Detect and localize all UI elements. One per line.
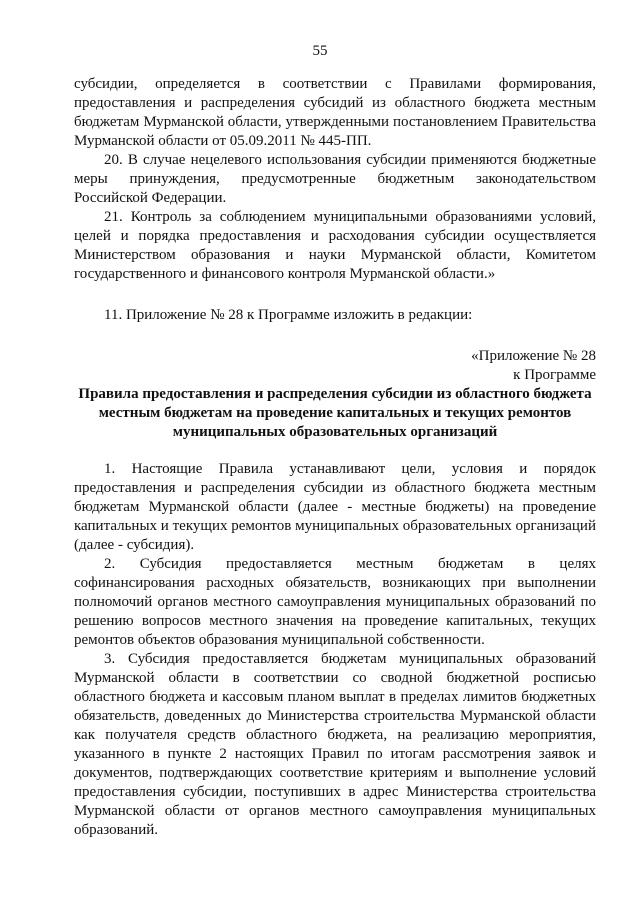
appendix-reference	[74, 347, 596, 385]
paragraph-item-21: 21. Контроль за соблюдением муниципальными образованиями условий, целей и порядка предоставления и расходования субсидии осуществляется Министерством образования и науки Мурманской области, Комитетом государственного и финансового контроля Мурманской области.»	[74, 209, 596, 282]
section-heading: Правила предоставления и распределения субсидии из областного бюджета местным бюджетам на проведение капитальных и текущих ремонтов муниципальных образовательных организаций	[78, 386, 592, 440]
rule-paragraph-1: 1. Настоящие Правила устанавливают цели, условия и порядок предоставления и распределения субсидии из областного бюджета местным бюджетам Мурманской области (далее - местные бюджеты) на проведение капитальных и текущих ремонтов муниципальных образовательных организаций (далее - субсидия).	[74, 461, 596, 553]
page-number: 55	[312, 43, 328, 59]
paragraph-continuation: субсидии, определяется в соответствии с Правилами формирования, предоставления и распределения субсидий из областного бюджета местным бюджетам Мурманской области, утвержденными постановлением Правительства Мурманской области от 05.09.2011 № 445-ПП.	[74, 76, 596, 149]
appendix-line-1: «Приложение № 28	[471, 348, 596, 364]
paragraph-item-20: 20. В случае нецелевого использования субсидии применяются бюджетные меры принуждения, предусмотренные бюджетным законодательством Российской Федерации.	[74, 152, 596, 206]
rule-paragraph-3: 3. Субсидия предоставляется бюджетам муниципальных образований Мурманской области в соответствии со сводной бюджетной росписью областного бюджета и кассовым планом выплат в пределах лимитов бюджетных обязательств, доведенных до Министерства строительства Мурманской области как получателя средств областного бюджета, на реализацию мероприятия, указанного в пункте 2 настоящих Правил по итогам рассмотрения заявок и документов, подтверждающих соответствие критериям и выполнение условий предоставления субсидии, поступивших в адрес Министерства строительства Мурманской области от органов местного самоуправления муниципальных образований.	[74, 651, 596, 838]
paragraph-item-11: 11. Приложение № 28 к Программе изложить в редакции:	[104, 307, 473, 323]
appendix-line-2: к Программе	[513, 367, 596, 383]
rule-paragraph-2: 2. Субсидия предоставляется местным бюджетам в целях софинансирования расходных обязательств, возникающих при выполнении полномочий органов местного самоуправления муниципальных образований по решению вопросов местного значения на проведение капитальных, текущих ремонтов объектов образования муниципальной собственности.	[74, 556, 596, 648]
document-body	[74, 75, 596, 840]
